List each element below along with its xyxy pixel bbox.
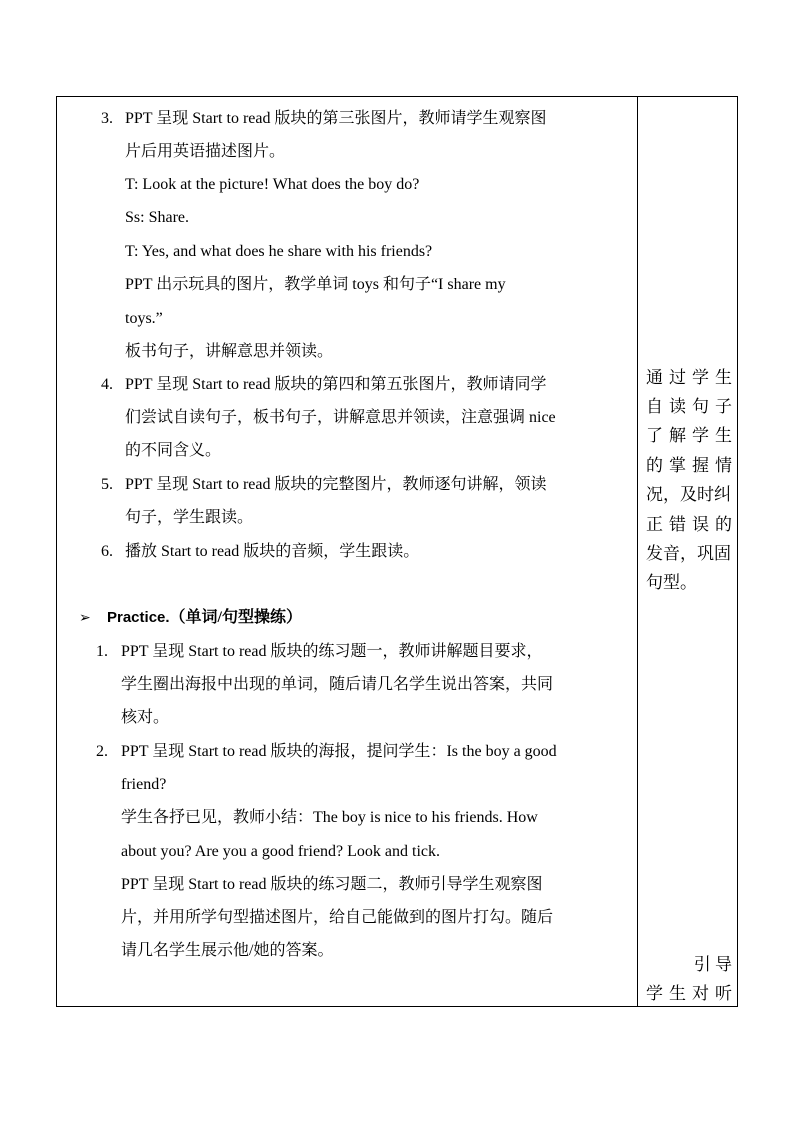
step-text: 请几名学生展示他/她的答案。 (121, 942, 334, 959)
step-text: 句子，学生跟读。 (125, 509, 254, 526)
step-number: 4. (101, 376, 113, 393)
side-note-line: 了 解 学 生 (646, 426, 732, 445)
design-intent-cell (638, 97, 738, 1006)
side-note-line: 的 掌 握 情 (646, 456, 732, 475)
step-text: PPT 呈现 Start to read 版块的第四和第五张图片，教师请同学 (125, 376, 547, 393)
step-text: PPT 呈现 Start to read 版块的练习题二，教师引导学生观察图 (121, 876, 543, 893)
step-text: Ss: Share. (125, 209, 189, 226)
step-number: 5. (101, 476, 113, 493)
step-text: 片，并用所学句型描述图片，给自己能做到的图片打勾。随后 (121, 909, 554, 926)
step-text: PPT 呈现 Start to read 版块的练习题一，教师讲解题目要求， (121, 643, 543, 660)
step-number: 2. (96, 743, 108, 760)
step-text: PPT 出示玩具的图片，教学单词 toys 和句子“I share my (125, 276, 506, 293)
step-text: PPT 呈现 Start to read 版块的第三张图片，教师请学生观察图 (125, 110, 547, 127)
step-text: about you? Are you a good friend? Look and tick. (121, 843, 441, 860)
step-text: 的不同含义。 (125, 442, 222, 459)
step-text: T: Look at the picture! What does the boy do? (125, 176, 420, 193)
side-note-line: 学 生 对 听 (646, 984, 732, 1003)
step-text: 们尝试自读句子，板书句子，讲解意思并领读，注意强调 nice (125, 409, 556, 426)
step-text: 播放 Start to read 版块的音频，学生跟读。 (125, 543, 420, 560)
step-text: toys.” (125, 310, 163, 327)
arrow-right-icon: ➢ (79, 610, 91, 626)
step-number: 3. (101, 110, 113, 127)
practice-title-zh: （单词/句型操练） (169, 609, 302, 626)
step-text: 学生各抒已见，教师小结：The boy is nice to his friends. How (121, 809, 538, 826)
step-text: friend? (121, 776, 167, 793)
side-note-line: 引 导 (693, 955, 732, 974)
procedure-cell (57, 97, 637, 1006)
side-note-line: 正 错 误 的 (646, 515, 732, 534)
step-text: 核对。 (121, 709, 170, 726)
side-note-line: 通 过 学 生 (646, 368, 732, 387)
step-number: 1. (96, 643, 108, 660)
step-text: T: Yes, and what does he share with his friends? (125, 243, 433, 260)
side-note-line: 句型。 (646, 573, 697, 592)
side-note-line: 况，及时纠 (646, 485, 731, 504)
practice-heading (107, 608, 302, 628)
step-text: PPT 呈现 Start to read 版块的海报，提问学生：Is the boy a good (121, 743, 557, 760)
step-text: 学生圈出海报中出现的单词，随后请几名学生说出答案，共同 (121, 676, 554, 693)
lesson-table (56, 96, 738, 1007)
step-text: PPT 呈现 Start to read 版块的完整图片，教师逐句讲解，领读 (125, 476, 547, 493)
side-note-line: 发音，巩固 (646, 544, 731, 563)
step-text: 片后用英语描述图片。 (125, 143, 286, 160)
side-note-line: 自 读 句 子 (646, 397, 732, 416)
step-text: 板书句子，讲解意思并领读。 (125, 343, 334, 360)
step-number: 6. (101, 543, 113, 560)
practice-title-en: Practice. (107, 609, 170, 626)
